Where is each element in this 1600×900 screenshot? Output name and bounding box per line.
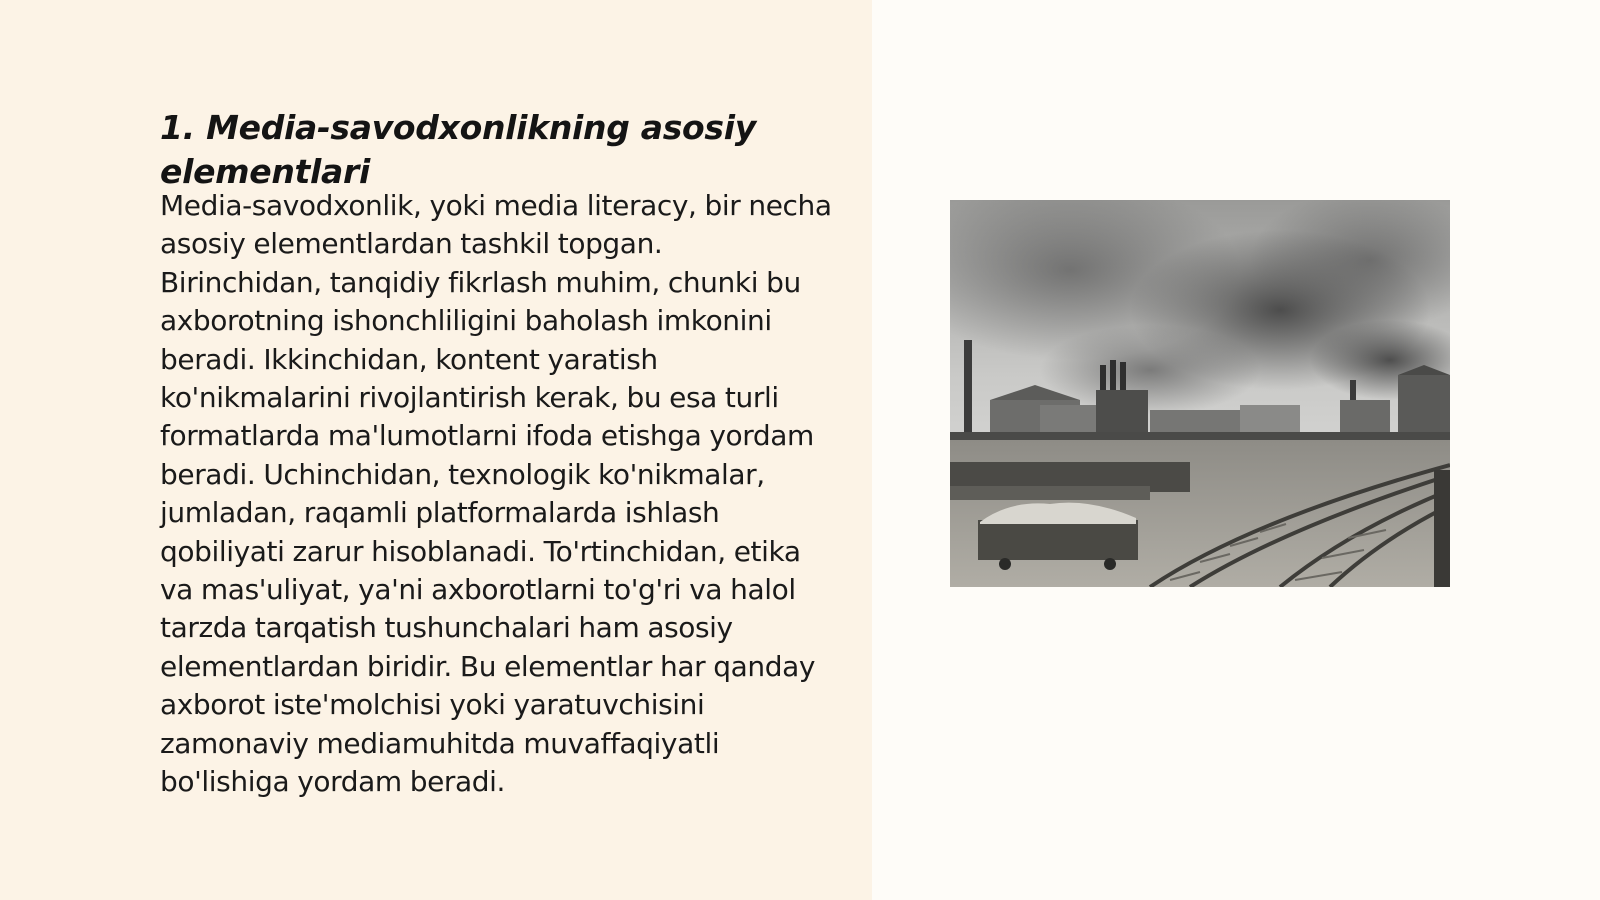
slide-title: 1. Media-savodxonlikning asosiy elementlari bbox=[160, 108, 756, 191]
industrial-photo-illustration bbox=[950, 200, 1450, 587]
slide-body-text: Media-savodxonlik, yoki media literacy, bir necha asosiy elementlardan tashkil topgan. Birinchidan, tanqidiy fikrlash muhim, chunki bu axborotning ishonchliligini baholash imkonini beradi. Ikkinchidan, kontent yaratish ko'nikmalarini rivojlantirish kerak, bu esa turli formatlarda ma'lumotlarni ifoda etishga yordam beradi. Uchinchidan, texnologik ko'nikmalar, jumladan, raqamli platformalarda ishlash qobiliyati zarur hisoblanadi. To'rtinchidan, etika va mas'uliyat, ya'ni axborotlarni to'g'ri va halol tarzda tarqatish tushunchalari ham asosiy elementlardan biridir. Bu elementlar har qanday axborot iste'molchisi yoki yaratuvchisini zamonaviy mediamuhitda muvaffaqiyatli bo'lishiga yordam beradi. bbox=[160, 189, 832, 799]
industrial-photo bbox=[950, 200, 1450, 587]
